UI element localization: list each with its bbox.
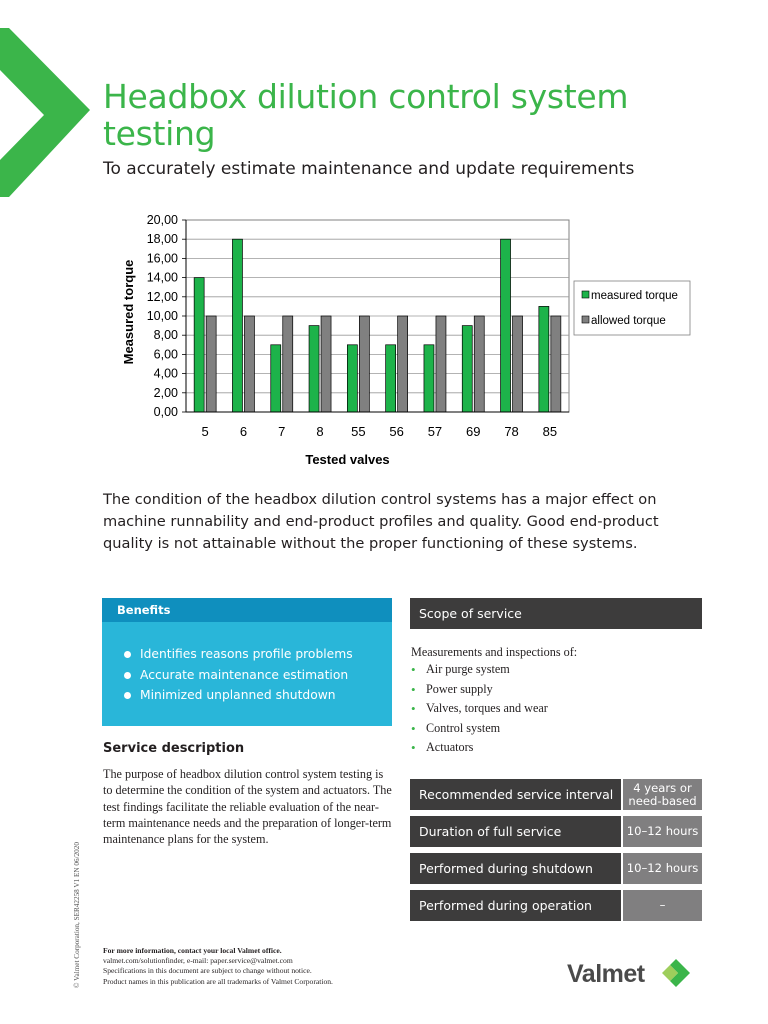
bar-measured-torque bbox=[386, 345, 396, 412]
x-tick-label: 5 bbox=[201, 424, 209, 439]
x-tick-label: 55 bbox=[351, 424, 366, 439]
intro-paragraph: The condition of the headbox dilution control systems has a major effect on machine runnability and end-product profiles and quality. Good end-product quality is not attainable without the proper functioning of these systems. bbox=[103, 491, 659, 552]
bullet-icon: • bbox=[411, 740, 416, 756]
scope-intro: Measurements and inspections of: bbox=[411, 645, 578, 659]
bullet-icon: • bbox=[411, 662, 416, 677]
bar-measured-torque bbox=[424, 345, 434, 412]
x-tick-label: 57 bbox=[427, 424, 443, 439]
scope-heading: Scope of service bbox=[410, 598, 702, 629]
bullet-icon bbox=[124, 651, 131, 658]
bar-allowed-torque bbox=[436, 316, 446, 412]
info-label: Recommended service interval bbox=[410, 779, 621, 810]
benefit-item bbox=[124, 665, 392, 686]
info-label: Duration of full service bbox=[410, 816, 621, 847]
info-label: Performed during shutdown bbox=[410, 853, 621, 884]
benefit-text: Identifies reasons profile problems bbox=[140, 647, 353, 661]
bar-measured-torque bbox=[347, 345, 357, 412]
scope-item-text: Actuators bbox=[426, 740, 474, 755]
benefits-list bbox=[124, 644, 392, 706]
y-tick-label: 10,00 bbox=[146, 309, 178, 323]
bar-allowed-torque bbox=[359, 316, 369, 412]
valmet-logo-text: Valmet bbox=[567, 960, 645, 988]
scope-item bbox=[411, 738, 548, 758]
bar-allowed-torque bbox=[283, 316, 293, 412]
bar-measured-torque bbox=[194, 278, 204, 412]
info-row-duration bbox=[410, 816, 702, 847]
legend-swatch bbox=[582, 316, 589, 323]
page-title: Headbox dilution control system testing bbox=[103, 77, 629, 153]
x-tick-label: 6 bbox=[239, 424, 248, 439]
bar-allowed-torque bbox=[206, 316, 216, 412]
service-description-heading: Service description bbox=[103, 741, 245, 756]
info-value: 4 years or need-based bbox=[623, 779, 702, 810]
valmet-logo bbox=[567, 953, 707, 993]
scope-list bbox=[411, 660, 548, 758]
info-value: 10–12 hours bbox=[623, 816, 702, 847]
info-row-operation bbox=[410, 890, 702, 921]
legend-swatch bbox=[582, 291, 589, 298]
scope-item bbox=[411, 680, 548, 700]
bar-allowed-torque bbox=[244, 316, 254, 412]
legend-label: allowed torque bbox=[591, 315, 666, 327]
y-tick-label: 20,00 bbox=[146, 213, 178, 227]
footer-disclaimer: Specifications in this document are subject to change without notice. bbox=[103, 966, 312, 976]
chevron-decoration bbox=[0, 0, 92, 200]
benefit-text: Minimized unplanned shutdown bbox=[140, 688, 336, 702]
y-tick-label: 0,00 bbox=[153, 405, 178, 419]
bar-measured-torque bbox=[462, 326, 472, 412]
scope-item-text: Valves, torques and wear bbox=[426, 701, 548, 716]
x-tick-label: 69 bbox=[466, 424, 481, 439]
legend-label: measured torque bbox=[591, 290, 678, 302]
y-tick-label: 8,00 bbox=[153, 328, 178, 343]
y-tick-label: 4,00 bbox=[153, 366, 178, 381]
bullet-icon bbox=[124, 672, 131, 679]
y-axis-label: Measured torque bbox=[121, 259, 136, 365]
bar-measured-torque bbox=[271, 345, 281, 412]
scope-item bbox=[411, 719, 548, 739]
bar-measured-torque bbox=[232, 239, 242, 412]
footer-links: valmet.com/solutionfinder, e-mail: paper.service@valmet.com bbox=[103, 956, 293, 966]
x-tick-label: 85 bbox=[542, 424, 558, 439]
x-tick-label: 78 bbox=[504, 424, 519, 439]
info-label: Performed during operation bbox=[410, 890, 621, 921]
info-row-service-interval bbox=[410, 779, 702, 810]
benefit-text: Accurate maintenance estimation bbox=[140, 667, 349, 682]
benefits-heading: Benefits bbox=[102, 598, 392, 622]
scope-item-text: Air purge system bbox=[426, 662, 510, 676]
benefit-item bbox=[124, 685, 392, 706]
x-tick-label: 56 bbox=[389, 424, 404, 439]
footer-trademark: Product names in this publication are all trademarks of Valmet Corporation. bbox=[103, 976, 333, 986]
torque-bar-chart bbox=[118, 205, 698, 475]
x-tick-label: 7 bbox=[278, 424, 286, 439]
footer bbox=[103, 946, 333, 987]
scope-item-text: Power supply bbox=[426, 681, 493, 696]
bullet-icon: • bbox=[411, 681, 416, 697]
scope-item-text: Control system bbox=[426, 720, 501, 735]
y-tick-label: 2,00 bbox=[153, 385, 178, 400]
x-tick-label: 8 bbox=[316, 424, 324, 439]
benefits-box bbox=[102, 622, 392, 726]
copyright-note: © Valmet Corporation, SER42258 V1 EN 06/2020 bbox=[73, 842, 81, 988]
bullet-icon bbox=[124, 692, 131, 699]
footer-contact: For more information, contact your local Valmet office. bbox=[103, 946, 282, 955]
bar-allowed-torque bbox=[513, 316, 523, 412]
bar-allowed-torque bbox=[321, 316, 331, 412]
scope-item bbox=[411, 660, 548, 680]
info-value: 10–12 hours bbox=[623, 853, 702, 884]
y-tick-label: 14,00 bbox=[146, 270, 178, 285]
bar-allowed-torque bbox=[551, 316, 561, 412]
page-subtitle: To accurately estimate maintenance and update requirements bbox=[103, 159, 635, 179]
bar-measured-torque bbox=[539, 306, 549, 412]
bar-allowed-torque bbox=[398, 316, 408, 412]
x-axis-label: Tested valves bbox=[305, 452, 390, 467]
benefit-item bbox=[124, 644, 392, 665]
valmet-diamond-icon bbox=[662, 959, 690, 987]
y-tick-label: 16,00 bbox=[146, 251, 178, 266]
info-value: – bbox=[623, 890, 702, 921]
bar-measured-torque bbox=[501, 239, 511, 412]
bar-measured-torque bbox=[309, 326, 319, 412]
scope-item bbox=[411, 699, 548, 719]
y-tick-label: 18,00 bbox=[146, 232, 178, 247]
bullet-icon: • bbox=[411, 701, 416, 717]
service-description-text: The purpose of headbox dilution control system testing is to determine the condition of the system and actuators. The test findings facilitate the reliable evaluation of the near-term maintenance needs and the preparation of longer-term maintenance plans for the system. bbox=[103, 767, 392, 847]
y-tick-label: 6,00 bbox=[153, 347, 178, 362]
bullet-icon: • bbox=[411, 720, 416, 736]
y-tick-label: 12,00 bbox=[146, 289, 178, 304]
bar-allowed-torque bbox=[474, 316, 484, 412]
info-row-shutdown bbox=[410, 853, 702, 884]
